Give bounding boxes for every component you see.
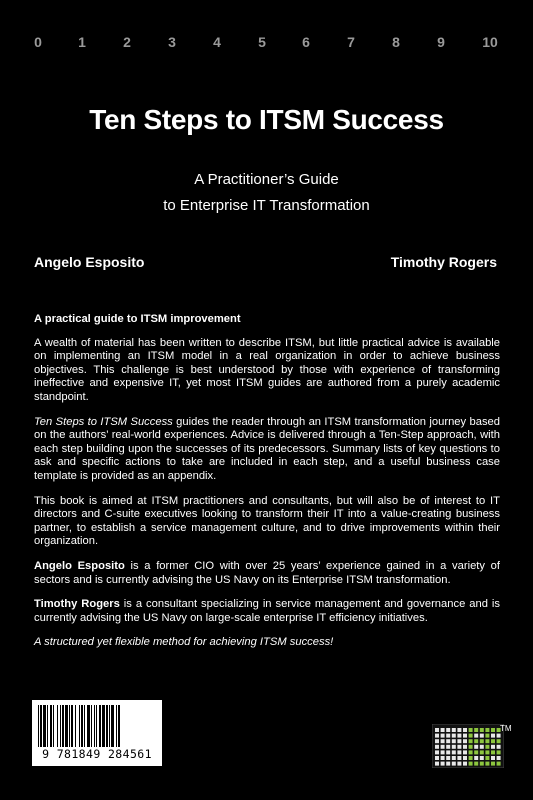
step-number: 8 — [392, 34, 400, 50]
logo-dot — [435, 762, 439, 766]
logo-dot — [497, 745, 501, 749]
blurb-paragraph-1: A wealth of material has been written to describe ITSM, but little practical advice is available on implementing an ITSM model in a real organization in order to achieve business objectives. This challenge is best understood by those with experience of transforming ineffective and expensive IT, yet most ITSM guides are authored from a purely academic standpoint. — [34, 336, 500, 403]
blurb-paragraph-2 — [34, 416, 500, 484]
logo-dot — [446, 762, 450, 766]
logo-dot — [452, 756, 456, 760]
barcode-bar — [60, 705, 61, 747]
logo-dot — [469, 762, 473, 766]
logo-dot — [469, 734, 473, 738]
publisher-logo — [432, 724, 504, 768]
logo-dot — [491, 762, 495, 766]
logo-dot — [446, 739, 450, 743]
barcode-bar — [94, 705, 95, 747]
logo-dot — [463, 750, 467, 754]
logo-dot — [474, 745, 478, 749]
barcode-bar — [57, 705, 58, 747]
logo-dot — [446, 756, 450, 760]
logo-dot — [441, 739, 445, 743]
logo-dot — [480, 739, 484, 743]
logo-dot — [480, 728, 484, 732]
barcode-bar — [75, 705, 76, 747]
logo-dot — [480, 762, 484, 766]
logo-dot — [435, 756, 439, 760]
logo-dot — [441, 762, 445, 766]
step-number: 2 — [123, 34, 131, 50]
logo-dot — [469, 750, 473, 754]
logo-dot — [491, 739, 495, 743]
barcode-bar — [40, 705, 42, 747]
subtitle-line-2: to Enterprise IT Transformation — [163, 197, 370, 214]
logo-dot — [435, 728, 439, 732]
logo-dot — [435, 734, 439, 738]
logo-dot — [491, 756, 495, 760]
step-number: 3 — [168, 34, 176, 50]
logo-dot — [474, 734, 478, 738]
logo-dot — [485, 739, 489, 743]
logo-dot — [497, 750, 501, 754]
logo-dot — [485, 762, 489, 766]
author-name-left: Angelo Esposito — [34, 254, 145, 270]
logo-dot — [446, 734, 450, 738]
logo-dot — [441, 745, 445, 749]
logo-dot — [480, 745, 484, 749]
blurb-paragraph-2-text: guides the reader through an ITSM transformation journey based on the authors’ real-world experiences. Advice is delivered through a Ten-Step approach, with each step building upon the successes of its predecessors. Summary lists of key questions to ask and specific actions to take are included in each step, and a useful business case template is provided as an appendix. — [34, 415, 501, 482]
logo-dot — [491, 728, 495, 732]
barcode-bar — [65, 705, 68, 747]
logo-dot — [452, 734, 456, 738]
barcode-bar — [50, 705, 52, 747]
closing-tagline: A structured yet flexible method for achieving ITSM success! — [34, 636, 334, 649]
logo-dot — [441, 756, 445, 760]
author-bio-rogers — [34, 598, 500, 625]
author-name-right: Timothy Rogers — [390, 254, 497, 270]
logo-dot — [452, 728, 456, 732]
logo-dot — [457, 734, 461, 738]
logo-dot — [469, 739, 473, 743]
step-number: 4 — [213, 34, 221, 50]
author-bio-name: Angelo Esposito — [34, 559, 125, 572]
logo-dot — [497, 734, 501, 738]
back-cover-blurb — [34, 313, 500, 661]
barcode-bar — [116, 705, 117, 747]
logo-dot — [474, 728, 478, 732]
subtitle-line-1: A Practitioner’s Guide — [194, 171, 339, 188]
logo-dot — [463, 762, 467, 766]
barcode-bar — [69, 705, 70, 747]
logo-dot — [441, 734, 445, 738]
logo-dot — [457, 728, 461, 732]
barcode-bars — [38, 705, 156, 747]
logo-dot — [446, 745, 450, 749]
barcode-bar — [87, 705, 90, 747]
blurb-paragraph-3: This book is aimed at ITSM practitioners and consultants, but will also be of interest to IT directors and C-suite executives looking to transform their IT into a value-creating business partner, to establish a service management culture, and to drive improvements within their organization. — [34, 494, 500, 548]
logo-dot — [474, 750, 478, 754]
book-title: Ten Steps to ITSM Success — [89, 104, 444, 135]
barcode-bar — [38, 705, 39, 747]
logo-dot — [435, 750, 439, 754]
logo-dot — [497, 756, 501, 760]
logo-dot — [463, 745, 467, 749]
logo-dot — [485, 745, 489, 749]
logo-dot — [485, 756, 489, 760]
step-number: 5 — [258, 34, 266, 50]
barcode-bar — [99, 705, 101, 747]
barcode-bar — [118, 705, 120, 747]
logo-dot — [474, 756, 478, 760]
logo-dot — [463, 728, 467, 732]
logo-dot — [485, 750, 489, 754]
barcode-bar — [91, 705, 92, 747]
logo-dot — [485, 734, 489, 738]
book-title-italic: Ten Steps to ITSM Success — [34, 415, 173, 428]
step-number-row — [0, 34, 533, 50]
logo-dot — [457, 739, 461, 743]
logo-dot — [480, 734, 484, 738]
logo-dot — [457, 745, 461, 749]
barcode-bar — [81, 705, 83, 747]
logo-dot — [491, 750, 495, 754]
logo-dot — [446, 750, 450, 754]
logo-dot — [452, 739, 456, 743]
author-bio-esposito — [34, 560, 500, 587]
barcode-bar — [62, 705, 64, 747]
logo-dot — [452, 762, 456, 766]
isbn-number: 9 781849 284561 — [42, 747, 152, 761]
logo-dot — [457, 762, 461, 766]
logo-dot — [497, 762, 501, 766]
logo-dot — [435, 739, 439, 743]
logo-dot — [469, 728, 473, 732]
barcode-bar — [84, 705, 85, 747]
barcode-bar — [106, 705, 108, 747]
step-number: 0 — [34, 34, 42, 50]
logo-dot — [463, 739, 467, 743]
logo-dot — [485, 728, 489, 732]
logo-dot-matrix — [432, 724, 504, 768]
author-bio-text: is a former CIO with over 25 years’ experience gained in a variety of sectors and is currently advising the US Navy on its Enterprise ITSM transformation. — [34, 559, 501, 586]
logo-dot — [441, 750, 445, 754]
logo-dot — [452, 745, 456, 749]
logo-dot — [480, 750, 484, 754]
step-number: 6 — [302, 34, 310, 50]
logo-dot — [474, 739, 478, 743]
logo-dot — [446, 728, 450, 732]
barcode-bar — [47, 705, 48, 747]
step-number: 9 — [437, 34, 445, 50]
blurb-heading: A practical guide to ITSM improvement — [34, 313, 241, 325]
logo-dot — [463, 734, 467, 738]
step-number: 1 — [78, 34, 86, 50]
logo-dot — [463, 756, 467, 760]
trademark-mark: TM — [500, 724, 512, 733]
barcode-bar — [109, 705, 110, 747]
barcode-bar — [71, 705, 73, 747]
logo-dot — [480, 756, 484, 760]
barcode-bar — [79, 705, 80, 747]
logo-dot — [457, 756, 461, 760]
barcode-bar — [102, 705, 105, 747]
logo-dot — [457, 750, 461, 754]
logo-dot — [491, 734, 495, 738]
step-number: 10 — [482, 34, 498, 50]
logo-dot — [469, 756, 473, 760]
barcode-bar — [111, 705, 114, 747]
logo-dot — [452, 750, 456, 754]
author-bio-name: Timothy Rogers — [34, 598, 120, 611]
barcode-bar — [53, 705, 54, 747]
author-bio-text: is a consultant specializing in service management and governance and is currently advising the US Navy on large-scale enterprise IT efficiency initiatives. — [34, 598, 500, 624]
logo-dot — [497, 739, 501, 743]
isbn-barcode — [32, 700, 162, 766]
logo-dot — [474, 762, 478, 766]
logo-dot — [435, 745, 439, 749]
logo-dot — [491, 745, 495, 749]
barcode-bar — [43, 705, 46, 747]
logo-dot — [469, 745, 473, 749]
step-number: 7 — [347, 34, 355, 50]
barcode-bar — [96, 705, 97, 747]
logo-dot — [441, 728, 445, 732]
